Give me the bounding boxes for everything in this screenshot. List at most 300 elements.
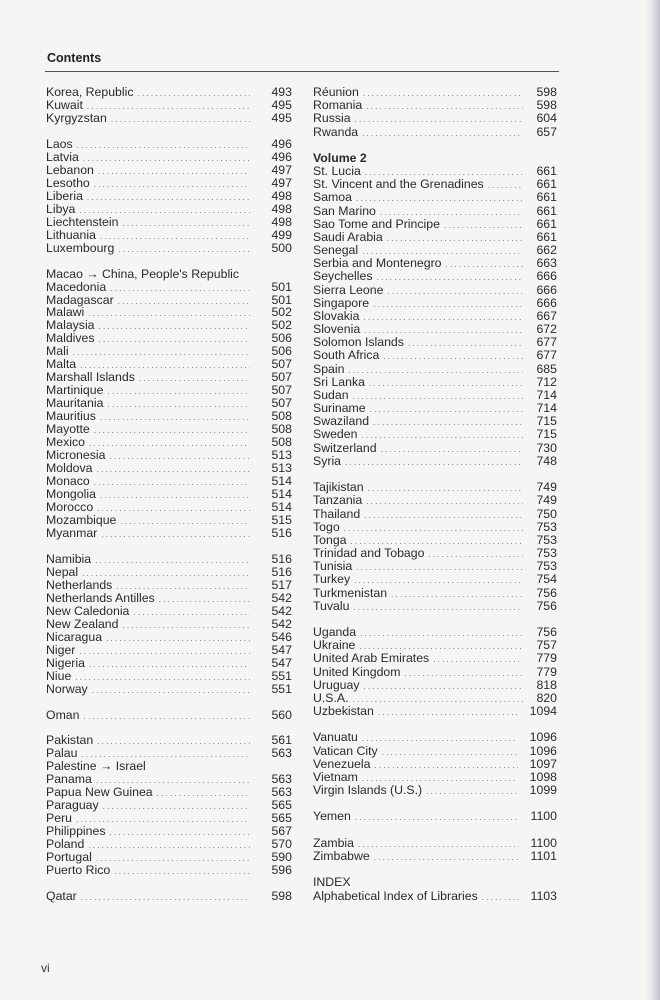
entry-page-number: 498 (271, 201, 292, 216)
dot-leader (120, 516, 250, 529)
entry-title: St. Vincent and the Grenadines (313, 177, 484, 192)
toc-entry[interactable] (313, 126, 557, 139)
dot-leader (92, 685, 250, 698)
entry-title: Mexico (46, 435, 85, 450)
dot-leader (110, 283, 250, 296)
dot-leader (81, 892, 250, 905)
toc-entry[interactable] (46, 216, 292, 229)
entry-page-number: 565 (271, 798, 292, 813)
dot-leader (387, 232, 523, 245)
entry-page-number: 500 (271, 240, 292, 255)
dot-leader (89, 659, 250, 672)
toc-entry[interactable] (46, 592, 292, 605)
entry-title: Portugal (46, 850, 92, 865)
dot-leader (84, 711, 251, 724)
entry-page-number: 677 (536, 335, 557, 350)
entry-page-number: 754 (536, 572, 557, 587)
toc-entry[interactable] (313, 731, 557, 744)
dot-leader (345, 456, 523, 469)
entry-title: Thailand (313, 506, 361, 521)
entry-title: Sao Tome and Principe (313, 216, 440, 231)
entry-title: Martinique (46, 383, 104, 398)
entry-page-number: 662 (536, 243, 557, 258)
entry-page-number: 497 (271, 162, 292, 177)
entry-page-number: 779 (536, 651, 557, 666)
entry-title: Mongolia (46, 487, 96, 502)
entry-title: South Africa (313, 348, 380, 363)
dot-leader (370, 403, 523, 416)
dot-leader (383, 350, 523, 363)
dot-leader (405, 667, 524, 680)
dot-leader (356, 561, 523, 574)
dot-leader (94, 425, 250, 438)
dot-leader (139, 373, 250, 386)
entry-page-number: 757 (536, 638, 557, 653)
entry-page-number: 661 (536, 229, 557, 244)
toc-entry[interactable] (313, 837, 557, 850)
entry-title: San Marino (313, 203, 376, 218)
entry-page-number: 499 (271, 227, 292, 242)
entry-page-number: 506 (271, 344, 292, 359)
entry-title: Tanzania (313, 493, 363, 508)
dot-leader (353, 390, 523, 403)
dot-leader (358, 838, 519, 851)
entry-page-number: 542 (271, 616, 292, 631)
entry-title: Lithuania (46, 227, 96, 242)
entry-page-number: 563 (271, 785, 292, 800)
entry-title: Slovenia (313, 322, 361, 337)
entry-title: Sweden (313, 427, 358, 442)
entry-page-number: 495 (271, 97, 292, 112)
dot-leader (344, 522, 523, 535)
entry-title: Poland (46, 837, 85, 852)
dot-leader (378, 706, 518, 719)
index-heading: INDEX (313, 875, 351, 890)
dot-leader (364, 509, 523, 522)
dot-leader (362, 732, 518, 745)
toc-entry[interactable] (313, 810, 557, 823)
toc-entry[interactable] (313, 508, 557, 521)
entry-page-number: 560 (271, 707, 292, 722)
dot-leader (100, 490, 250, 503)
cross-reference-entry[interactable]: Palestine → Israel (46, 759, 146, 774)
entry-title: Mozambique (46, 512, 117, 527)
entry-title: Slovakia (313, 308, 360, 323)
toc-entry[interactable] (46, 164, 292, 177)
group-gap (313, 139, 557, 152)
entry-title: St. Lucia (313, 164, 361, 179)
entry-page-number: 714 (536, 387, 557, 402)
toc-entry[interactable] (46, 683, 292, 696)
entry-page-number: 501 (271, 279, 292, 294)
entry-title: Turkey (313, 572, 351, 587)
entry-title: New Caledonia (46, 603, 130, 618)
dot-leader (138, 88, 251, 101)
entry-page-number: 598 (536, 98, 557, 113)
dot-leader (374, 851, 519, 864)
dot-leader (98, 166, 250, 179)
entry-page-number: 667 (536, 308, 557, 323)
toc-entry[interactable] (46, 514, 292, 527)
entry-title: Vietnam (313, 769, 358, 784)
entry-page-number: 1100 (530, 809, 557, 824)
toc-entry[interactable] (46, 112, 292, 125)
entry-page-number: 666 (536, 282, 557, 297)
entry-title: Myanmar (46, 525, 98, 540)
entry-page-number: 513 (271, 448, 292, 463)
entry-title: Suriname (313, 401, 366, 416)
entry-page-number: 551 (271, 668, 292, 683)
toc-entry[interactable] (313, 218, 557, 231)
entry-page-number: 672 (536, 322, 557, 337)
entry-page-number: 779 (536, 664, 557, 679)
entry-title: Nigeria (46, 655, 85, 670)
toc-entry[interactable] (313, 705, 557, 718)
toc-entry[interactable] (46, 553, 292, 566)
entry-page-number: 508 (271, 422, 292, 437)
toc-entry[interactable] (46, 799, 292, 812)
entry-page-number: 715 (536, 414, 557, 429)
dot-leader (87, 192, 250, 205)
toc-entry[interactable] (313, 745, 557, 758)
entry-title: Solomon Islands (313, 335, 404, 350)
page-number-folio: vi (41, 961, 50, 975)
entry-page-number: 542 (271, 590, 292, 605)
entry-page-number: 498 (271, 188, 292, 203)
entry-title: Serbia and Montenegro (313, 256, 442, 271)
toc-entry[interactable] (313, 112, 557, 125)
contents-column-left (46, 86, 292, 903)
entry-title: Yemen (313, 809, 351, 824)
dot-leader (107, 399, 250, 412)
entry-page-number: 507 (271, 370, 292, 385)
entry-page-number: 677 (536, 348, 557, 363)
dot-leader (87, 101, 250, 114)
dot-leader (356, 192, 523, 205)
entry-title: Paraguay (46, 798, 99, 813)
dot-leader (369, 377, 523, 390)
toc-entry[interactable] (313, 270, 557, 283)
entry-title: Sri Lanka (313, 374, 365, 389)
entry-page-number: 507 (271, 396, 292, 411)
page-edge-shadow (646, 0, 660, 1000)
entry-title: Swaziland (313, 414, 370, 429)
entry-page-number: 756 (536, 598, 557, 613)
entry-page-number: 666 (536, 295, 557, 310)
dot-leader (361, 429, 523, 442)
entry-title: Morocco (46, 500, 94, 514)
entry-title: Zambia (313, 835, 355, 850)
dot-leader (446, 258, 523, 271)
toc-entry[interactable] (46, 890, 292, 903)
entry-page-number: 685 (536, 361, 557, 376)
entry-page-number: 561 (271, 733, 292, 748)
toc-entry[interactable] (313, 850, 557, 863)
dot-leader (73, 347, 250, 360)
entry-title: Alphabetical Index of Libraries (313, 888, 478, 903)
toc-entry[interactable] (313, 679, 557, 692)
toc-entry[interactable] (313, 652, 557, 665)
entry-title: Sudan (313, 387, 349, 402)
dot-leader (362, 127, 523, 140)
entry-page-number: 1099 (529, 783, 557, 798)
toc-entry[interactable] (46, 332, 292, 345)
toc-entry[interactable] (46, 203, 292, 216)
entry-title: Venezuela (313, 756, 371, 771)
toc-entry[interactable] (46, 734, 292, 747)
toc-entry[interactable] (313, 890, 557, 903)
dot-leader (99, 334, 250, 347)
entry-page-number: 750 (536, 506, 557, 521)
entry-title: Uzbekistan (313, 704, 374, 719)
entry-page-number: 748 (536, 453, 557, 468)
dot-leader (353, 601, 523, 614)
dot-leader (88, 840, 250, 853)
entry-title: Netherlands Antilles (46, 590, 155, 605)
entry-title: Philippines (46, 824, 106, 839)
toc-entry[interactable] (46, 670, 292, 683)
dot-leader (391, 588, 523, 601)
cross-reference-entry[interactable]: Macao → China, People's Republic (46, 266, 240, 281)
dot-leader (118, 296, 250, 309)
entry-title: Togo (313, 519, 340, 534)
dot-leader (382, 746, 518, 759)
toc-entry[interactable] (46, 631, 292, 644)
dot-leader (387, 285, 523, 298)
entry-page-number: 507 (271, 357, 292, 372)
dot-leader (482, 891, 519, 904)
toc-entry[interactable] (313, 428, 557, 441)
entry-page-number: 514 (271, 500, 292, 514)
entry-page-number: 714 (536, 401, 557, 416)
toc-entry[interactable] (313, 363, 557, 376)
entry-title: Mali (46, 344, 69, 359)
entry-title: Lesotho (46, 175, 90, 190)
toc-entry[interactable] (313, 376, 557, 389)
toc-entry[interactable] (46, 657, 292, 670)
entry-title: Norway (46, 681, 88, 696)
entry-page-number: 497 (271, 175, 292, 190)
entry-title: Netherlands (46, 577, 113, 592)
entry-title: Trinidad and Tobago (313, 546, 425, 561)
dot-leader (374, 759, 517, 772)
entry-page-number: 496 (271, 136, 292, 151)
entry-title: Puerto Rico (46, 863, 111, 878)
entry-title: Mauritius (46, 409, 96, 424)
volume-heading: Volume 2 (313, 150, 367, 165)
entry-page-number: 753 (536, 519, 557, 534)
entry-page-number: 661 (536, 190, 557, 205)
toc-entry[interactable] (313, 455, 557, 468)
dot-leader (426, 785, 518, 798)
toc-entry[interactable] (313, 442, 557, 455)
dot-leader (122, 620, 250, 633)
dot-leader (366, 100, 523, 113)
entry-title: Niger (46, 642, 76, 657)
entry-page-number: 730 (536, 440, 557, 455)
entry-title: Korea, Republic (46, 85, 134, 99)
entry-page-number: 756 (536, 585, 557, 600)
toc-entry[interactable] (46, 138, 292, 151)
toc-entry[interactable] (313, 573, 557, 586)
entry-title: Oman (46, 707, 80, 722)
dot-leader (373, 416, 523, 429)
entry-title: Turkmenistan (313, 585, 388, 600)
toc-entry[interactable] (46, 242, 292, 255)
dot-leader (100, 231, 250, 244)
entry-title: Namibia (46, 551, 92, 566)
header-rule (45, 71, 559, 72)
dot-leader (100, 412, 250, 425)
entry-title: Nepal (46, 564, 79, 579)
entry-page-number: 1096 (529, 743, 557, 758)
entry-page-number: 753 (536, 546, 557, 561)
dot-leader (106, 633, 250, 646)
dot-leader (109, 827, 250, 840)
entry-page-number: 1103 (530, 888, 557, 903)
dot-leader (373, 298, 523, 311)
entry-title: Nicaragua (46, 629, 103, 644)
toc-entry[interactable] (46, 99, 292, 112)
toc-entry[interactable] (46, 864, 292, 877)
entry-page-number: 1097 (529, 756, 557, 771)
dot-leader (94, 179, 250, 192)
entry-title: Malaysia (46, 318, 95, 333)
dot-leader (79, 646, 250, 659)
dot-leader (381, 443, 523, 456)
entry-page-number: 753 (536, 532, 557, 547)
entry-page-number: 563 (271, 772, 292, 787)
entry-page-number: 508 (271, 409, 292, 424)
toc-entry[interactable] (313, 191, 557, 204)
entry-title: Laos (46, 136, 73, 151)
toc-entry[interactable] (46, 618, 292, 631)
entry-page-number: 513 (271, 461, 292, 476)
entry-page-number: 657 (536, 124, 557, 139)
dot-leader (103, 801, 250, 814)
toc-entry[interactable] (46, 709, 292, 722)
toc-entry[interactable] (46, 229, 292, 242)
entry-page-number: 542 (271, 603, 292, 618)
entry-page-number: 712 (536, 374, 557, 389)
entry-title: Vatican City (313, 743, 378, 758)
entry-page-number: 507 (271, 383, 292, 398)
entry-title: Vanuatu (313, 730, 358, 745)
toc-entry[interactable] (313, 521, 557, 534)
entry-title: Mauritania (46, 396, 104, 411)
entry-page-number: 749 (536, 480, 557, 495)
entry-page-number: 498 (271, 214, 292, 229)
entry-page-number: 514 (271, 487, 292, 502)
entry-page-number: 666 (536, 269, 557, 284)
entry-page-number: 590 (271, 850, 292, 865)
toc-entry[interactable] (46, 190, 292, 203)
toc-entry[interactable] (313, 494, 557, 507)
entry-page-number: 570 (271, 837, 292, 852)
entry-page-number: 514 (271, 474, 292, 489)
dot-leader (97, 736, 250, 749)
toc-entry[interactable] (313, 758, 557, 771)
dot-leader (83, 153, 250, 166)
toc-entry[interactable] (46, 345, 292, 358)
dot-leader (109, 451, 250, 464)
toc-entry[interactable] (46, 281, 292, 294)
toc-entry[interactable] (313, 205, 557, 218)
entry-page-number: 565 (271, 811, 292, 826)
toc-entry[interactable] (313, 784, 557, 797)
dot-leader (360, 627, 523, 640)
toc-entry[interactable] (313, 666, 557, 679)
entry-page-number: 749 (536, 493, 557, 508)
dot-leader (111, 114, 250, 127)
entry-page-number: 502 (271, 318, 292, 333)
dot-leader (353, 693, 523, 706)
entry-page-number: 756 (536, 625, 557, 640)
contents-column-right (313, 86, 557, 903)
entry-page-number: 551 (271, 681, 292, 696)
dot-leader (159, 594, 250, 607)
entry-page-number: 563 (271, 746, 292, 761)
group-gap (313, 824, 557, 837)
toc-entry[interactable] (46, 644, 292, 657)
dot-leader (363, 311, 523, 324)
toc-entry[interactable] (46, 527, 292, 540)
entry-title: Réunion (313, 85, 359, 99)
toc-entry[interactable] (46, 151, 292, 164)
entry-title: Madagascar (46, 292, 114, 307)
toc-entry[interactable] (46, 605, 292, 618)
entry-title: Spain (313, 361, 345, 376)
dot-leader (133, 607, 250, 620)
dot-leader (96, 464, 250, 477)
dot-leader (376, 271, 523, 284)
entry-page-number: 516 (271, 564, 292, 579)
dot-leader (95, 555, 250, 568)
entry-title: Lebanon (46, 162, 94, 177)
entry-page-number: 495 (271, 110, 292, 125)
entry-title: Senegal (313, 243, 359, 258)
toc-entry[interactable] (313, 587, 557, 600)
entry-title: Syria (313, 453, 342, 468)
entry-page-number: 753 (536, 559, 557, 574)
toc-entry[interactable] (313, 297, 557, 310)
entry-title: U.S.A. (313, 690, 349, 705)
entry-title: Virgin Islands (U.S.) (313, 783, 423, 798)
entry-page-number: 661 (536, 177, 557, 192)
toc-entry[interactable] (313, 284, 557, 297)
entry-page-number: 818 (536, 677, 557, 692)
dot-leader (408, 337, 523, 350)
dot-leader (355, 113, 523, 126)
entry-title: Peru (46, 811, 72, 826)
entry-page-number: 506 (271, 331, 292, 346)
dot-leader (433, 653, 523, 666)
entry-page-number: 547 (271, 642, 292, 657)
toc-entry[interactable] (313, 600, 557, 613)
dot-leader (88, 308, 250, 321)
entry-title: Maldives (46, 331, 95, 346)
entry-title: Romania (313, 98, 363, 113)
entry-title: Tuvalu (313, 598, 350, 613)
toc-entry[interactable] (313, 349, 557, 362)
entry-title: Tonga (313, 532, 347, 547)
entry-page-number: 598 (271, 889, 292, 904)
toc-entry[interactable] (46, 579, 292, 592)
toc-entry[interactable] (46, 566, 292, 579)
entry-page-number: 598 (536, 85, 557, 99)
dot-leader (118, 244, 250, 257)
toc-entry[interactable] (46, 177, 292, 190)
